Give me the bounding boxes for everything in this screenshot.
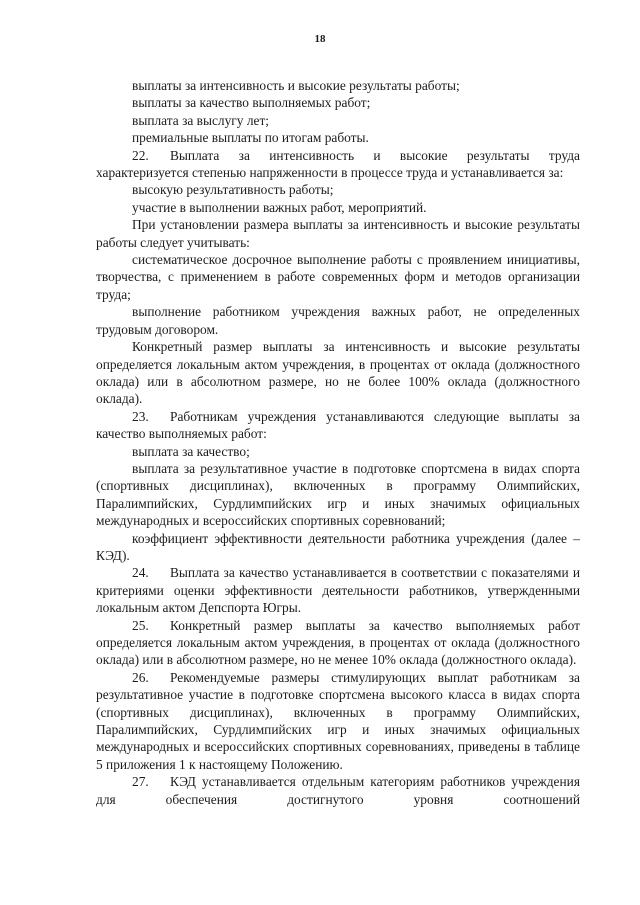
- clause-27: [96, 773, 580, 808]
- document-body: [96, 77, 580, 808]
- clause-text: Рекомендуемые размеры стимулирующих выплат работникам за результативное участие в подготовке спортсмена высокого класса в видах спорта (спортивных дисциплинах), включенных в программу Олимпийских, Паралимпийских, Сурдлимпийских игр и иных значимых официальных международных и всероссийских спортивных соревнованиях, приведены в таблице 5 приложения 1 к настоящему Положению.: [96, 669, 580, 772]
- paragraph-c: выполнение работником учреждения важных работ, не определенных трудовым договором.: [96, 304, 580, 337]
- paragraph-l5: высокую результативность работы;: [132, 182, 334, 198]
- page-number: 18: [314, 33, 326, 45]
- paragraph-l6: участие в выполнении важных работ, мероприятий.: [132, 199, 427, 215]
- clause-text: Работникам учреждения устанавливаются следующие выплаты за качество выполняемых работ:: [96, 408, 580, 442]
- paragraph-b: систематическое досрочное выполнение работы с проявлением инициативы, творчества, с применением в работе современных форм и методов организации труда;: [96, 252, 580, 302]
- clause-26: [96, 669, 580, 773]
- paragraph-e: выплата за результативное участие в подготовке спортсмена в видах спорта (спортивных дисциплинах), включенных в программу Олимпийских, Паралимпийских, Сурдлимпийских игр и иных значимых официальных международных и всероссийских спортивных соревнований;: [96, 460, 580, 529]
- paragraph-l7: выплата за качество;: [132, 443, 250, 459]
- clause-number: 27.: [132, 774, 149, 790]
- paragraph-d: Конкретный размер выплаты за интенсивность и высокие результаты определяется локальным актом учреждения, в процентах от оклада (должностного оклада) или в абсолютном размере, но не более 100% оклада (должностного оклада).: [96, 339, 580, 407]
- clause-number: 22.: [132, 147, 149, 163]
- clause-text: Конкретный размер выплаты за качество выполняемых работ определяется локальным актом учреждения, в процентах от оклада (должностного оклада) или в абсолютном размере, но не менее 10% оклада (должностного оклада).: [96, 617, 580, 668]
- clause-25: [96, 617, 580, 669]
- paragraph-l3: выплата за выслугу лет;: [132, 112, 270, 128]
- clause-text: Выплата за интенсивность и высокие результаты труда характеризуется степенью напряженности в процессе труда и устанавливается за:: [96, 147, 580, 181]
- clause-22: [96, 147, 580, 182]
- paragraph-l1: выплаты за интенсивность и высокие результаты работы;: [132, 78, 460, 93]
- clause-23: [96, 408, 580, 443]
- paragraph-l4: премиальные выплаты по итогам работы.: [132, 130, 369, 146]
- clause-number: 24.: [132, 565, 149, 581]
- clause-text: КЭД устанавливается отдельным категориям работников учреждения для обеспечения достигнутого уровня соотношений: [96, 774, 580, 807]
- clause-number: 25.: [132, 617, 149, 633]
- clause-number: 23.: [132, 408, 149, 424]
- paragraph-l2: выплаты за качество выполняемых работ;: [132, 95, 371, 111]
- paragraph-f: коэффициент эффективности деятельности работника учреждения (далее – КЭД).: [96, 530, 580, 563]
- clause-24: [96, 564, 580, 616]
- paragraph-a: При установлении размера выплаты за интенсивность и высокие результаты работы следует учитывать:: [96, 217, 580, 250]
- clause-text: Выплата за качество устанавливается в соответствии с показателями и критериями оценки эффективности деятельности работников, утвержденными локальным актом Депспорта Югры.: [96, 565, 580, 616]
- clause-number: 26.: [132, 669, 149, 685]
